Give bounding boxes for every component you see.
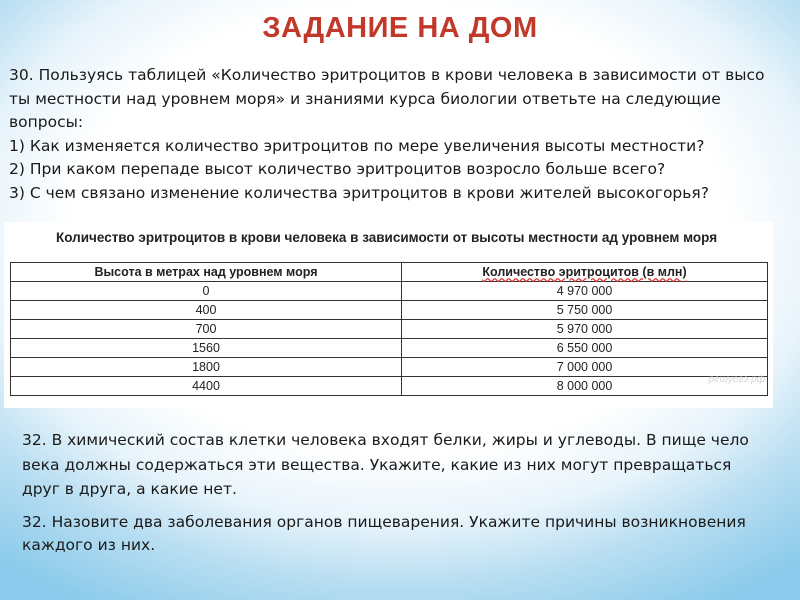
task-32b-text bbox=[22, 511, 782, 557]
count-cell: 5 750 000 bbox=[402, 301, 768, 320]
column-header-count-text: Количество эритроцитов (в млн) bbox=[482, 265, 687, 279]
column-header-altitude: Высота в метрах над уровнем моря bbox=[11, 263, 402, 282]
task-30-line: 2) При каком перепаде высот количество эритроцитов возросло больше всего? bbox=[9, 160, 666, 178]
erythrocyte-table-image bbox=[4, 222, 773, 408]
task-30-line: ты местности над уровнем моря» и знаниями курса биологии ответьте на следующие bbox=[9, 89, 721, 108]
altitude-cell: 1800 bbox=[11, 358, 402, 377]
altitude-cell: 700 bbox=[11, 320, 402, 339]
column-header-count bbox=[402, 263, 768, 282]
watermark: решуегэ.рф bbox=[708, 374, 765, 385]
altitude-cell: 0 bbox=[11, 282, 402, 301]
table-row bbox=[11, 339, 768, 358]
table-row bbox=[11, 301, 768, 320]
altitude-cell: 1560 bbox=[11, 339, 402, 358]
count-cell: 8 000 000 bbox=[402, 377, 768, 396]
count-cell: 6 550 000 bbox=[402, 339, 768, 358]
table-row bbox=[11, 377, 768, 396]
task-30-line: 1) Как изменяется количество эритроцитов по мере увеличения высоты местности? bbox=[9, 136, 705, 155]
task-30-line: 30. Пользуясь таблицей «Количество эритроцитов в крови человека в зависимости от высо bbox=[9, 66, 765, 84]
task-32a-line: 32. В химический состав клетки человека входят белки, жиры и углеводы. В пище чело bbox=[22, 431, 749, 449]
slide-title: ЗАДАНИЕ НА ДОМ bbox=[262, 12, 538, 44]
task-32a-text bbox=[22, 428, 782, 502]
table-row bbox=[11, 282, 768, 301]
altitude-cell: 400 bbox=[11, 301, 402, 320]
table-header-row bbox=[11, 263, 768, 282]
table-row bbox=[11, 358, 768, 377]
count-cell: 4 970 000 bbox=[402, 282, 768, 301]
task-30-line: 3) С чем связано изменение количества эритроцитов в крови жителей высокогорья? bbox=[9, 183, 709, 202]
count-cell: 7 000 000 bbox=[402, 358, 768, 377]
task-32a-line: друг в друга, а какие нет. bbox=[22, 480, 237, 498]
task-32b-line: 32. Назовите два заболевания органов пищеварения. Укажите причины возникновения bbox=[22, 513, 746, 531]
task-32b-line: каждого из них. bbox=[22, 536, 156, 554]
erythrocyte-table bbox=[10, 262, 768, 396]
task-30-text bbox=[9, 64, 789, 205]
task-30-line: вопросы: bbox=[9, 113, 84, 131]
table-row bbox=[11, 320, 768, 339]
altitude-cell: 4400 bbox=[11, 377, 402, 396]
count-cell: 5 970 000 bbox=[402, 320, 768, 339]
task-32a-line: века должны содержаться эти вещества. Укажите, какие из них могут превращаться bbox=[22, 455, 732, 474]
table-title: Количество эритроцитов в крови человека в зависимости от высоты местности ад уровнем моря bbox=[56, 230, 718, 245]
